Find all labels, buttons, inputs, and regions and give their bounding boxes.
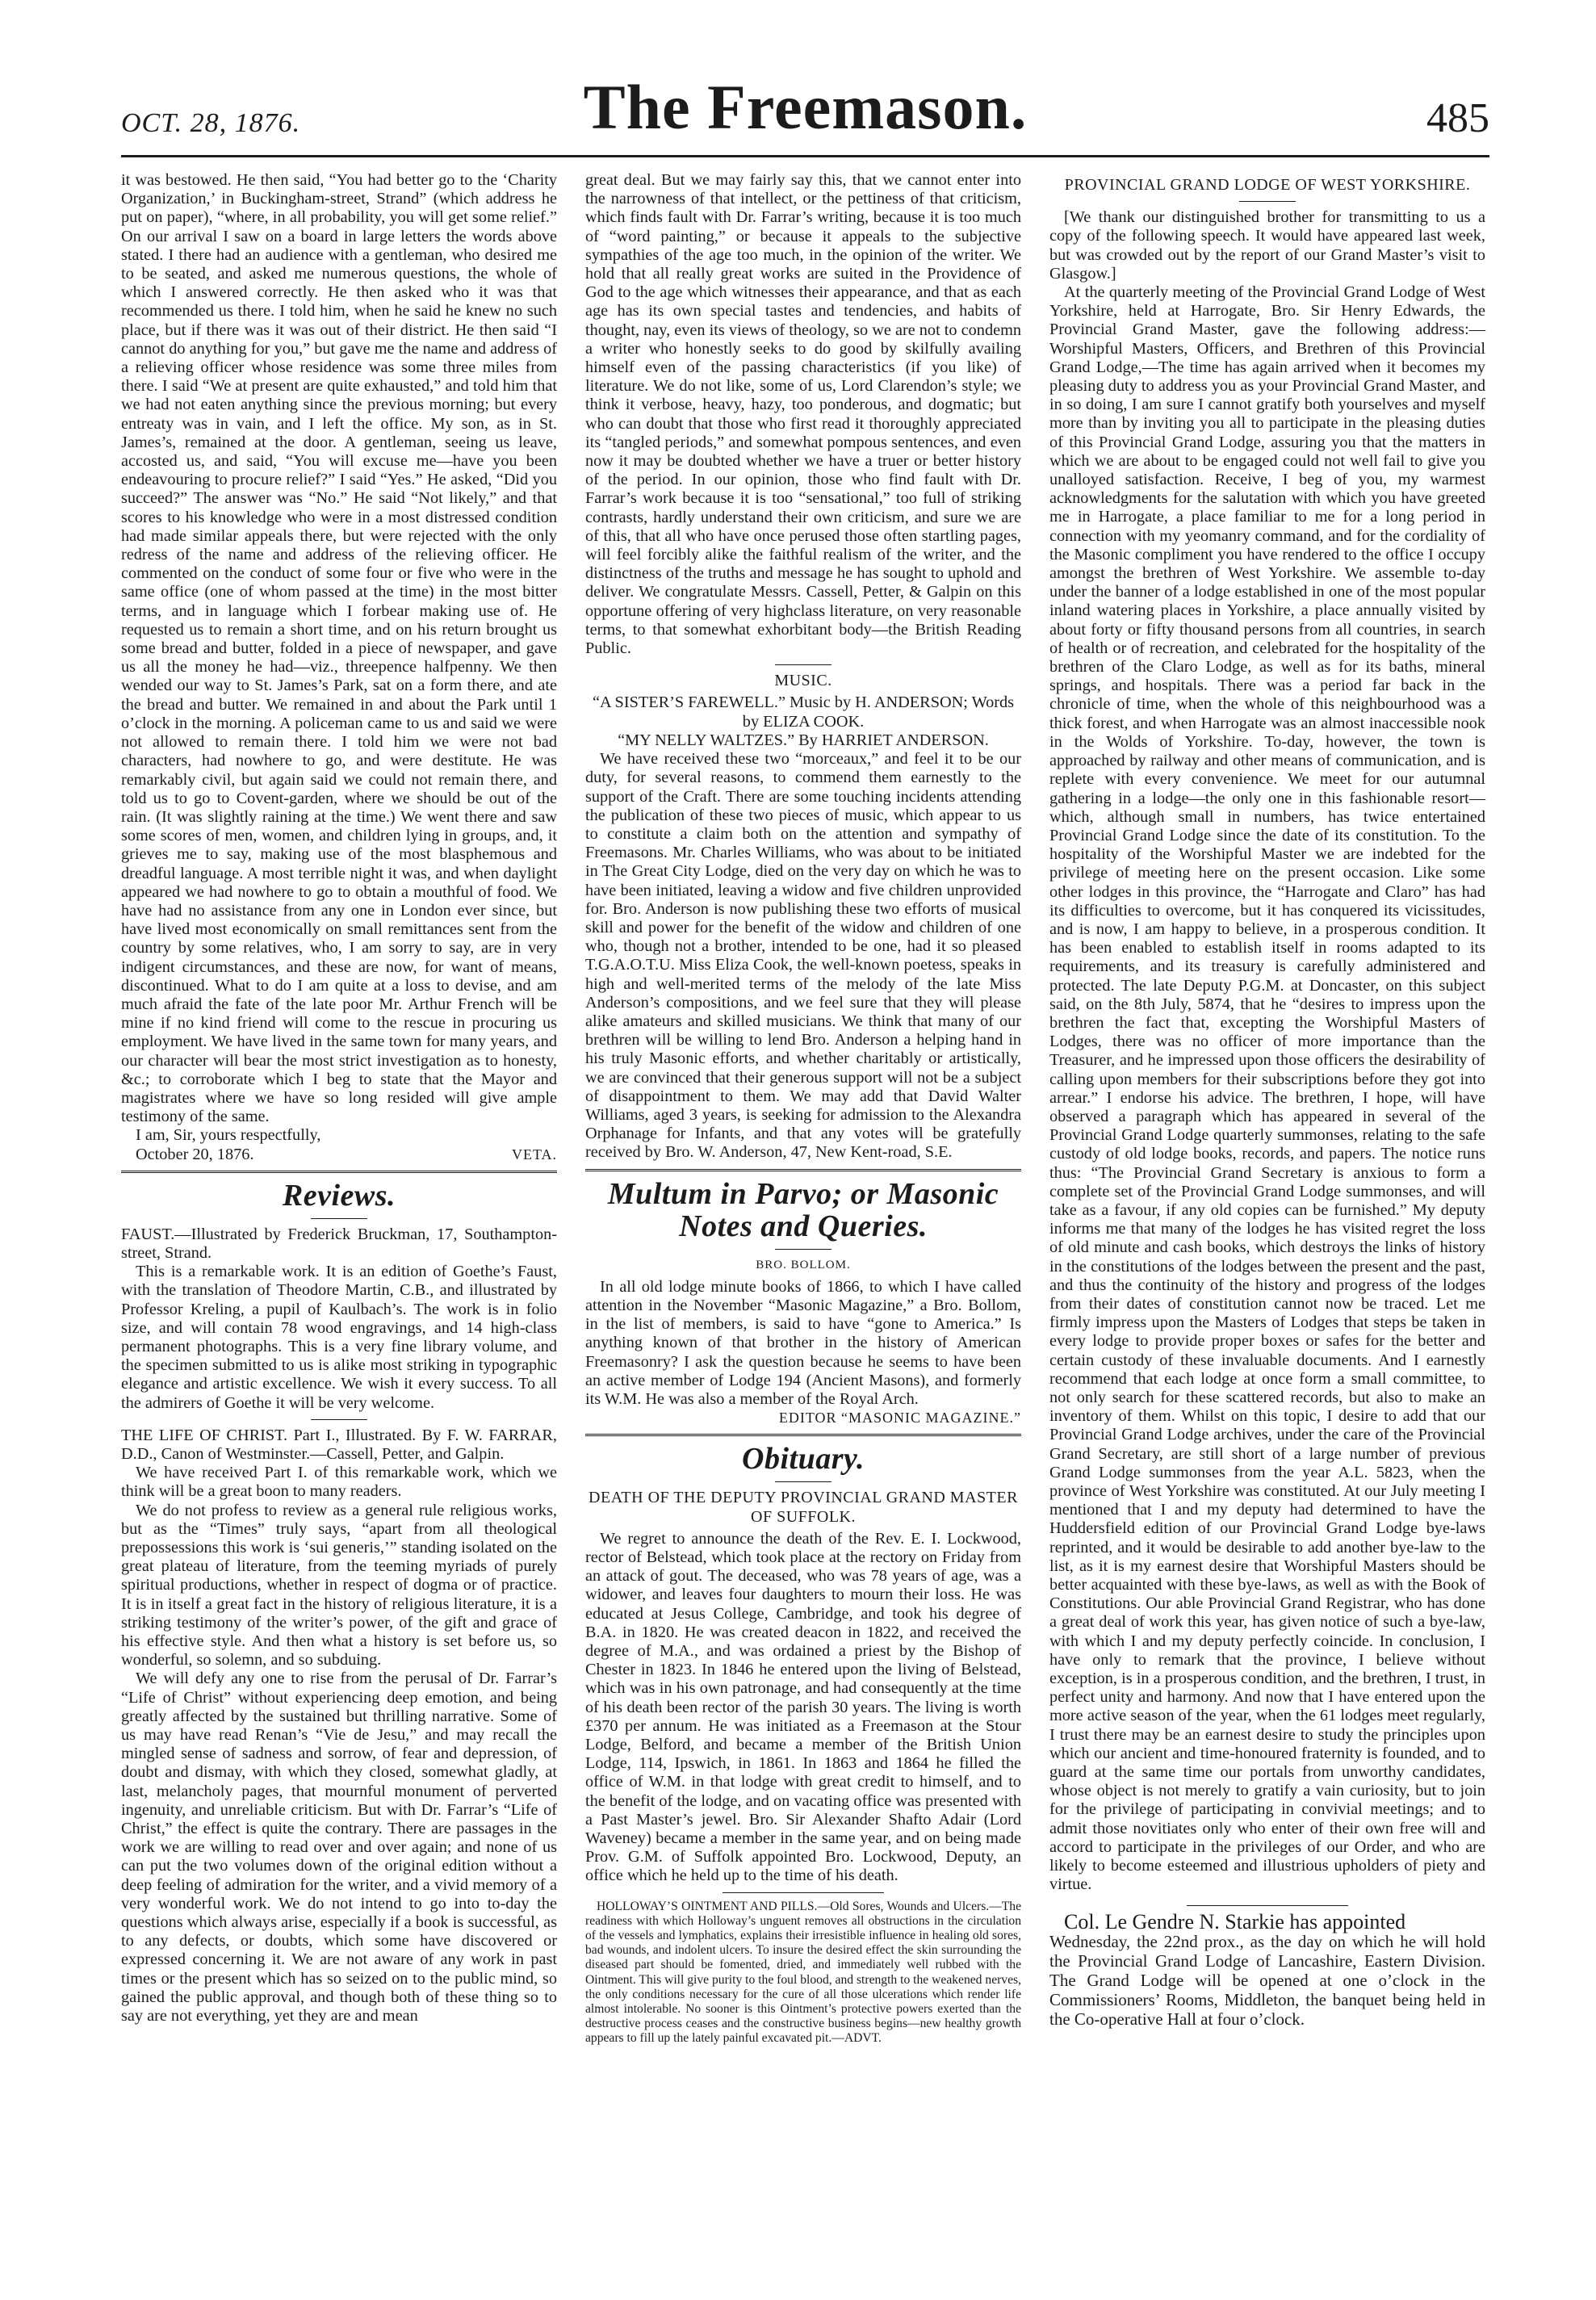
death-heading: DEATH OF THE DEPUTY PROVINCIAL GRAND MASTER OF SUFFOLK. [589, 1489, 1018, 1526]
review-paragraph: We do not profess to review as a general rule religious works, but as the “Times” truly says, “apart from all theological prepossessions this work is ‘sui generis,’” standing isolated on the great plateau of literature, from the teeming myriads of purely spiritual productions, whether in respect of dogma or of practice. It is in itself a great fact in the history of religious literature, it is a striking testimony of the writer’s power, of the gift and grace of his effective style. And then what a history is set before us, so wonderful, so solemn, and so subduing. [121, 1501, 557, 1669]
short-rule [775, 1249, 832, 1250]
short-rule [775, 664, 832, 665]
bollom-body: In all old lodge minute books of 1866, to which I have called attention in the November “Masonic Magazine,” a Bro. Bollom, in the list of members, is said to have “gone to America.” Is anything known of that brother in the history of American Freemasonry? I ask the question because he seems to have been an active member of Lodge 194 (Ancient Masons), and formerly its W.M. He was also a member of the Royal Arch. [585, 1277, 1021, 1408]
west-yorkshire-address: At the quarterly meeting of the Provincial Grand Lodge of West Yorkshire, held at Harrogate, Bro. Sir Henry Edwards, the Provincial Grand Master, gave the following address:—Worshipful Masters, Officers, and Brethren of this Provincial Grand Lodge,—The time has again arrived when it becomes my pleasing duty to address you as your Provincial Grand Master, and in so doing, I am sure I cannot gratify both yourselves and myself more than by inviting you all to participate in the pleasing duties of this Provincial Grand Lodge, assuring you that the matters in which we are about to be engaged could not well fail to give you unalloyed satisfaction. Receive, I beg of you, my warmest acknowledgments for the salutation with which you have greeted me in Harrogate, a place familiar to me for a long period in connection with my yeomanry command, and for the cordiality of the Masonic compliment you have rendered to the office I occupy amongst the brethren of West Yorkshire. We assemble to-day under the banner of a lodge established in one of the most popular inland watering places in Yorkshire, a place annually visited by about forty or fifty thousand persons from all countries, in search of health or of recreation, and celebrated for the hospitality of the brethren of the Claro Lodge, as well as for its baths, mineral springs, and hospitals. There was a period far back in the chronicle of time, when the whole of this neighbourhood was a thick forest, and when Harrogate was an almost inaccessible nook in the Wolds of Yorkshire. To-day, however, the town is approached by railway and other means of communication, and is replete with every convenience. We meet for our autumnal gathering in a lodge—the only one in this fashionable resort—which, although small in numbers, has twice entertained Provincial Grand Lodge since the date of its constitution. To the hospitality of the Worshipful Master we are indebted for the privilege of meeting here on the present occasion. Like some other lodges in this province, the “Harrogate and Claro” has had its difficulties to overcome, but it has conquered its vicissitudes, and is now, I am happy to believe, in a prosperous condition. It has been enabled to establish itself in rooms adapted to its requirements, and its treasury is carefully administered and protected. The late Deputy P.G.M. at Doncaster, on this subject said, on the 8th July, 5874, that he “desires to impress upon the brethren the fact that, excepting the Worshipful Masters of Lodges, there was no officer of more importance than the Treasurer, and he impressed upon those officers the desirability of calling upon members for their subscriptions before they got into arrear.” I endorse his advice. The brethren, I hope, will have observed a paragraph which has appeared in several of the Provincial Grand Lodge quarterly summonses, relating to the safe custody of old lodge books, records, and papers. The notice runs thus: “The Provincial Grand Secretary is anxious to form a complete set of the Provincial Grand Lodge summonses, and will take as a favour, if any old copies can be furnished.” My deputy informs me that many of the lodges he has visited regret the loss of old minute and cash books, which destroys the links of history in the constitutions of the lodges between the present and the past, and thus the continuity of the history and progress of the lodges from their dates of constitution cannot now be traced. Let me firmly impress upon the Masters of Lodges that steps be taken in every lodge to provide proper boxes or safes for the better and certain custody of these invaluable documents. And I earnestly recommend that each lodge at once form a small committee, to not only search for these scattered records, but also to make an inventory of them. Whilst on this topic, I desire to add that our Provincial Grand Lodge archives, under the care of the Provincial Grand Secretary, are still short of a large number of previous Grand Lodge summonses from the year A.L. 5823, when the province of West Yorkshire was constituted. At our July meeting I mentioned that I and my deputy had determined to have the Huddersfield edition of our Provincial Grand Lodge bye-laws reprinted, and it would be desirable to add another bye-law to the list, as it is my earnest desire that Worshipful Masters should be better acquainted with these bye-laws, as well as with the Book of Constitutions. Our able Provincial Grand Registrar, who has done a great deal of work this year, has given notice of such a bye-law, with which I and my deputy perfectly coincide. In conclusion, I have only to remark that the province, I believe without exception, is in a prosperous condition, and the brethren, I trust, in perfect unity and harmony. And now that I have entered upon the more active season of the year, when the 61 lodges meet regularly, I trust there may be an earnest desire to study the principles upon which our ancient and time-honoured fraternity is founded, and to guard at the same time our portals from unworthy candidates, whose object is not merely to gratify a vain curiosity, but to join for the privilege of participating in convivial meetings; and to admit those novitiates only who enter of their own free will and accord to participate in the privileges of our Order, and who are likely to become esteemed and illustrious upholders of piety and virtue. [1049, 283, 1485, 1894]
review-life-of-christ-title: THE LIFE OF CHRIST. Part I., Illustrated. By F. W. FARRAR, D.D., Canon of Westminster.—Cassell, Petter, and Galpin. [121, 1426, 557, 1463]
short-rule [1239, 201, 1296, 202]
issue-date: OCT. 28, 1876. [121, 108, 301, 138]
column-3 [1049, 171, 1485, 2029]
notice-body: Wednesday, the 22nd prox., as the day on which he will hold the Provincial Grand Lodge of Lancashire, Eastern Division. The Grand Lodge will be opened at one o’clock in the Commissioners’ Rooms, Middleton, the banquet being held in the Co-operative Hall at four o’clock. [1049, 1932, 1485, 2030]
obituary-heading: Obituary. [742, 1442, 865, 1477]
west-yorkshire-intro: [We thank our distinguished brother for transmitting to us a copy of the following speech. It would have appeared last week, but was crowded out by the report of our Grand Master’s visit to Glasgow.] [1049, 208, 1485, 283]
notice-lead: Col. Le Gendre N. Starkie has appointed [1064, 1910, 1406, 1934]
section-rule [585, 1434, 1021, 1436]
short-rule [1187, 1905, 1348, 1906]
music-heading: MUSIC. [774, 672, 832, 690]
page-number: 485 [1426, 95, 1489, 141]
west-yorkshire-heading: PROVINCIAL GRAND LODGE OF WEST YORKSHIRE. [1064, 176, 1471, 194]
letter-footer [121, 1146, 557, 1164]
editor-signature: EDITOR “MASONIC MAGAZINE.” [778, 1410, 1021, 1427]
review-paragraph: We have received Part I. of this remarkable work, which we think will be a great boon to many readers. [121, 1464, 557, 1501]
section-rule [585, 1169, 1021, 1171]
letter-closing: I am, Sir, yours respectfully, [136, 1126, 321, 1145]
short-rule [311, 1218, 367, 1219]
bollom-heading: BRO. BOLLOM. [756, 1258, 851, 1271]
short-rule [311, 1419, 367, 1420]
short-rule [775, 1481, 832, 1482]
review-faust-body: This is a remarkable work. It is an edition of Goethe’s Faust, with the translation of Theodore Martin, C.B., and illustrated by Professor Kreling, a pupil of Kaulbach’s. The work is in folio size, and will contain 78 wood engravings, and 14 high-class permanent photographs. This is a very fine library volume, and the specimen submitted to us is alike most striking in typographic elegance and artistic excellence. We wish it every success. To all the admirers of Goethe it will be very welcome. [121, 1263, 557, 1412]
advertisement-text: HOLLOWAY’S OINTMENT AND PILLS.—Old Sores, Wounds and Ulcers.—The readiness with which Holloway’s unguent removes all obstructions in the circulation of the vessels and lymphatics, explains their irresistible influence in healing old sores, bad wounds, and indolent ulcers. To insure the desired effect the skin surrounding the diseased part should be fomented, dried, and immediately well rubbed with the Ointment. This will give purity to the foul blood, and strength to the weakened nerves, the only conditions necessary for the cure of all those ulcerations which render life almost intolerable. No sooner is this Ointment’s protective powers exerted than the destructive process ceases and the constructive business begins—new healthy growth appears to fill up the lately painful excavated pit.—ADVT. [585, 1899, 1021, 2046]
music-item: “A SISTER’S FAREWELL.” Music by H. ANDERSON; Words by ELIZA COOK. [592, 693, 1015, 731]
lancashire-notice [1049, 1912, 1485, 2029]
masthead [121, 57, 1489, 153]
column-1 [121, 171, 557, 2026]
review-faust-title: FAUST.—Illustrated by Frederick Bruckman, 17, Southampton-street, Strand. [121, 1225, 557, 1262]
multum-in-parvo-heading: Multum in Parvo; or Masonic Notes and Queries. [607, 1176, 999, 1243]
review-continued: great deal. But we may fairly say this, that we cannot enter into the narrowness of that intellect, or the pettiness of that criticism, which finds fault with Dr. Farrar’s writing, because it is too much of “word painting,” or because it appeals to the subjective sympathies of the age too much, in the opinion of the writer. We hold that all really great works are suited in the Providence of God to the age which witnesses their appearance, and that as each age has its own special tastes and tendencies, and habits of thought, nay, even its views of theology, so we are not to condemn a writer who honestly seeks to do good by skilfully availing himself even of the passing characteristics (if you like) of literature. We do not like, some of us, Lord Clarendon’s style; we think it verbose, heavy, hazy, too ponderous, and dogmatic; but who can doubt that those who first read it thoroughly appreciated its “tangled periods,” and somewhat pompous sentences, and even now it may be doubted whether we have a truer or better history of the period. In our opinion, those who find fault with Dr. Farrar’s work because it is too “sensational,” too full of striking contrasts, hardly understand their own criticism, and sure we are of this, that all who have once perused those often startling pages, will feel forcibly alike the faithful realism of the writer, and the distinctness of the truths and message he has sought to uphold and deliver. We congratulate Messrs. Cassell, Petter, & Galpin on this opportune offering of very highclass literature, on very reasonable terms, to that somewhat exhorbitant body—the British Reading Public. [585, 171, 1021, 658]
music-body: We have received these two “morceaux,” and feel it to be our duty, for several reasons, to commend them earnestly to the support of the Craft. There are some touching incidents attending the publication of these two pieces of music, which appear to us to constitute a claim both on the attention and sympathy of Freemasons. Mr. Charles Williams, who was about to be initiated in The Great City Lodge, died on the very day on which he was to have been initiated, leaving a widow and five children unprovided for. Bro. Anderson is now publishing these two efforts of musical skill and power for the benefit of the widow and children of one who, though not a brother, intended to be one, had it so pleased T.G.A.O.T.U. Miss Eliza Cook, the well-known poetess, speaks in high and well-merited terms of the melody of the late Miss Anderson’s compositions, and we feel sure that they will please alike amateurs and skilled musicians. We think that many of our brethren will be willing to lend Bro. Anderson a helping hand in his truly Masonic efforts, and whether charitably or artistically, we are convinced that their generous support will not be a subject of disappointment to them. We may add that David Walter Williams, aged 3 years, is seeking for admission to the Alexandra Orphanage for Infants, and that any votes will be gratefully received by Bro. W. Anderson, 47, New Kent-road, S.E. [585, 750, 1021, 1162]
column-2 [585, 171, 1021, 2047]
death-body: We regret to announce the death of the Rev. E. I. Lockwood, rector of Belstead, which took place at the rectory on Friday from an attack of gout. The deceased, who was 78 years of age, was a widower, and leaves four daughters to mourn their loss. He was educated at Jesus College, Cambridge, and took his degree of B.A. in 1820. He was created deacon in 1822, and received the degree of M.A., and was ordained a priest by the Bishop of Chester in 1823. In 1846 he entered upon the living of Belstead, which was in his own patronage, and had consequently at the time of his death been rector of the parish 30 years. The living is worth £370 per annum. He was initiated as a Freemason at the Stour Lodge, Belford, and became a member of the British Union Lodge, 114, Ipswich, in 1861. In 1863 and 1864 he filled the office of W.M. in that lodge with great credit to himself, and to the benefit of the lodge, and on vacating office was presented with a Past Master’s jewel. Bro. Sir Alexander Shafto Adair (Lord Waveney) became a member in the same year, and on being made Prov. G.M. of Suffolk appointed Bro. Lockwood, Deputy, an office which he held up to the time of his death. [585, 1529, 1021, 1885]
holloway-advertisement [585, 1900, 1021, 2047]
review-paragraph: We will defy any one to rise from the perusal of Dr. Farrar’s “Life of Christ” without experiencing deep emotion, and being greatly affected by the sustained but thrilling narrative. Some of us may have read Renan’s “Vie de Jesu,” and may recall the mingled sense of sadness and sorrow, of fear and depression, of doubt and dismay, with which they closed, somewhat gladly, at last, melancholy pages, that mournful monument of perverted ingenuity, and unreliable criticism. But with Dr. Farrar’s “Life of Christ,” the effect is quite the contrary. There are passages in the work we are willing to read over and over again; and none of us can put the two volumes down of the original edition without a deep feeling of admiration for the writer, and a vivid memory of a very wonderful work. We do not intend to go into to-day the questions which always arise, especially if a book is successful, as to any defects, or doubts, which some have discovered or expressed concerning it. We are not aware of any work in past times or the present which has so seized on to the public mind, so gained the public approval, and though both of these thing so to say are not everything, yet they are and mean [121, 1669, 557, 2026]
reviews-heading: Reviews. [282, 1178, 396, 1213]
letter-signature: VETA. [511, 1146, 557, 1163]
masthead-rule [121, 155, 1489, 157]
short-rule [723, 1892, 884, 1893]
letter-date: October 20, 1876. [136, 1145, 254, 1163]
music-item: “MY NELLY WALTZES.” By HARRIET ANDERSON. [618, 731, 989, 749]
newspaper-title: The Freemason. [583, 72, 1028, 142]
section-rule [121, 1171, 557, 1173]
letter-body: it was bestowed. He then said, “You had better go to the ‘Charity Organization,’ in Buckingham-street, Strand” (which address he put on paper), “where, in all probability, you will get some relief.” On our arrival I saw on a board in large letters the words above stated. I there had an audience with a gentleman, who desired me to be seated, and asked me numerous questions, the whole of which I answered correctly. He then asked who it was that recommended us there. I told him, when he said he knew no such place, but if there was it was out of their district. He then said “I cannot do anything for you,” but gave me the name and address of a relieving officer whose residence was some three miles from there. I said “We at present are quite exhausted,” and told him that we had not eaten anything since the previous morning; but every entreaty was in vain, and I left the office. My son, as in St. James’s, remained at the door. A gentleman, seeing us leave, accosted us, and said, “You will excuse me—have you been endeavouring to procure relief?” I said “Yes.” He asked, “Did you succeed?” The answer was “No.” He said “Not likely,” and that scores to his knowledge who were in a most distressed condition had made similar appeals there, but were rejected with the only redress of the name and address of the relieving officer. He commented on the conduct of some four or five who were in the same office (one of whom passed at the time) in the most bitter terms, and in language which I forbear making use of. He requested us to remain a short time, and on his return brought us some bread and butter, folded in a piece of newspaper, and gave us all the money he had—viz., threepence halfpenny. We then wended our way to St. James’s Park, sat on a form there, and ate the bread and butter. We remained in and about the Park until 1 o’clock in the morning. A policeman came to us and said we were not allowed to remain there. I told him we were not bad characters, had nowhere to go, and were destitute. He was remarkably civil, but again said we could not remain there, and told us to go to Covent-garden, where we should be out of the rain. (It was slightly raining at the time.) We went there and saw some scores of men, women, and children lying in groups, and, it grieves me to say, making use of the most blasphemous and dreadful language. A most terrible night it was, and when daylight appeared we had nowhere to go to obtain a mouthful of food. We have had no assistance from any one in London ever since, but have lived most economically on small remittances sent from the country by some relatives, who, I am sorry to say, are in very indigent circumstances, and these are now, for want of means, discontinued. What to do I am quite at a loss to devise, and am much afraid the fate of the late poor Mr. Arthur French will be mine if no kind friend will come to the rescue in procuring us employment. We have lived in the same town for many years, and our character will bear the most strict investigation as to honesty, &c.; to corroborate which I beg to state that the Mayor and magistrates where we have so long resided will give ample testimony of the same. [121, 171, 557, 1126]
